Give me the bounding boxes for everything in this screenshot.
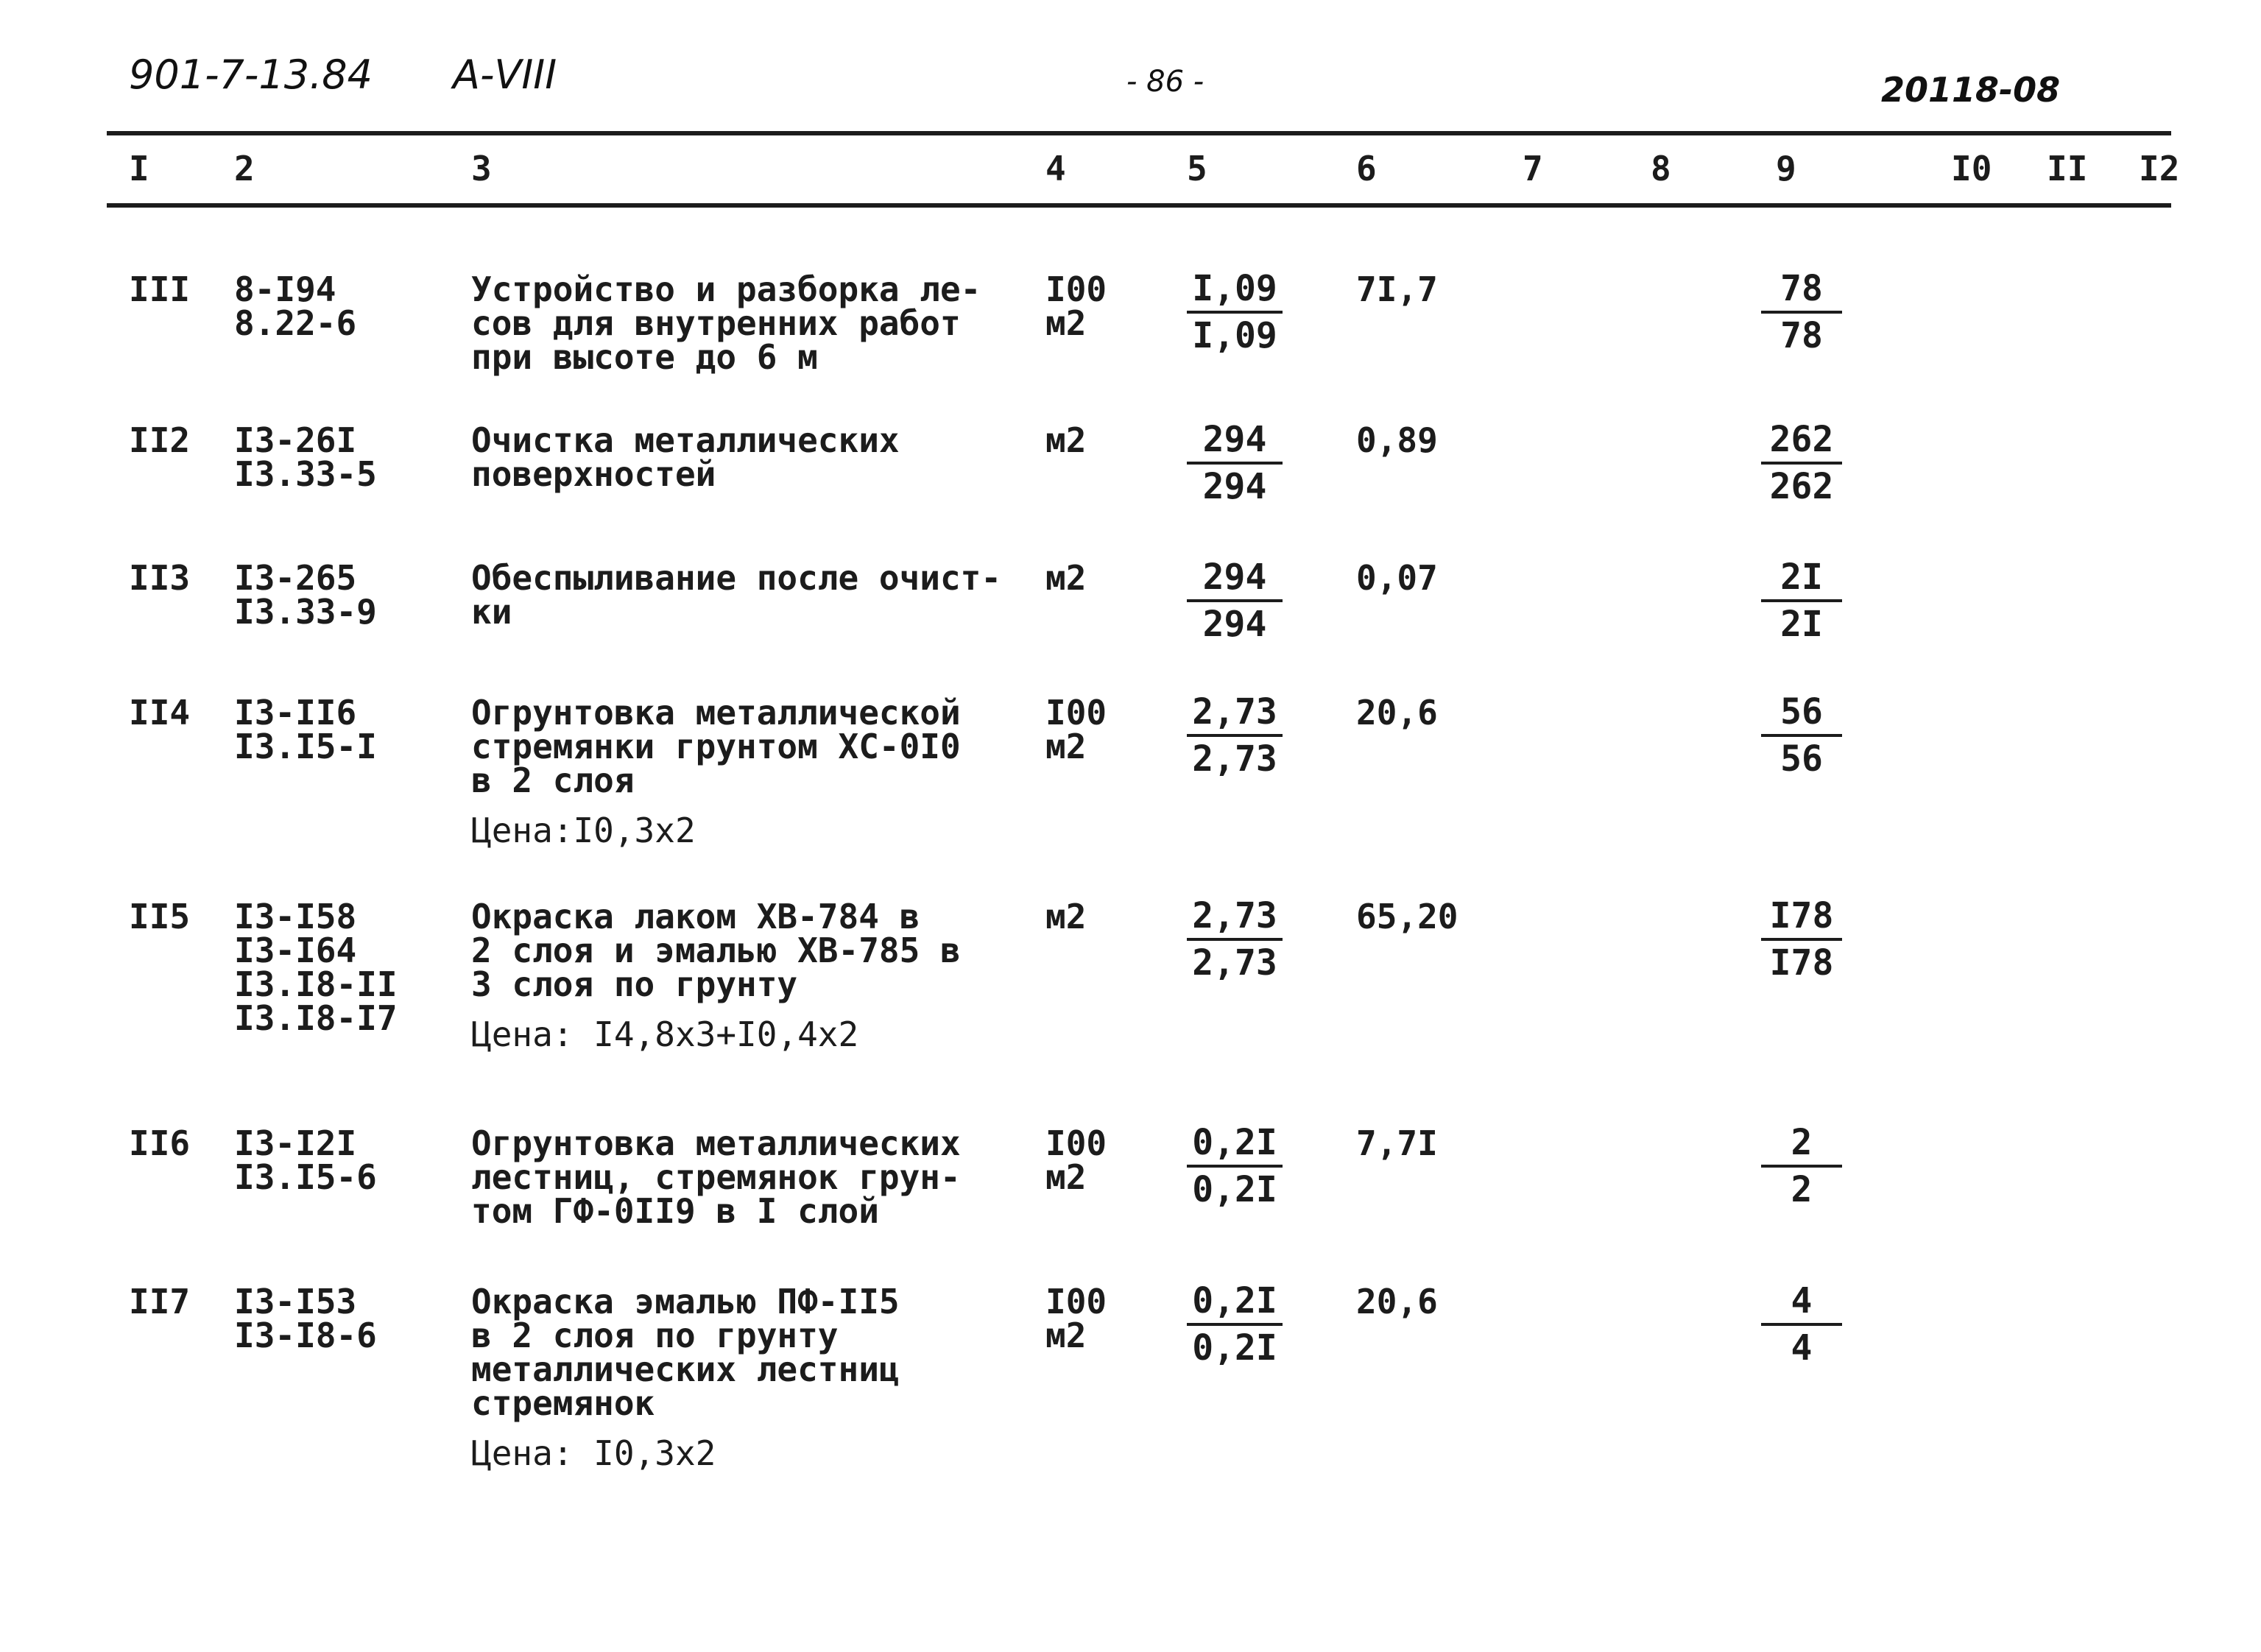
work-description-line: Огрунтовка металлических <box>471 1123 961 1163</box>
unit: м2 <box>1045 420 1087 460</box>
norm-code: I3-I58 <box>234 897 357 936</box>
cost-top: 78 <box>1761 266 1842 314</box>
column-header-9: 9 <box>1776 149 1796 188</box>
quantity-top: 294 <box>1187 555 1283 602</box>
cost-top: 2 <box>1761 1120 1842 1168</box>
quantity-bottom: 294 <box>1202 466 1267 507</box>
cost-top: 262 <box>1761 417 1842 465</box>
norm-code: 8.22-6 <box>234 303 357 343</box>
cost-bottom: I78 <box>1769 942 1834 984</box>
unit: I00 <box>1045 1123 1107 1163</box>
quantity-bottom: 0,2I <box>1192 1327 1277 1369</box>
document-code: 901-7-13.84 <box>129 52 373 98</box>
cost-fraction <box>1761 266 1842 358</box>
column-header-12: I2 <box>2139 149 2180 188</box>
unit-rate: 65,20 <box>1356 897 1458 936</box>
unit: м2 <box>1045 727 1087 766</box>
norm-code: I3.I5-6 <box>234 1157 377 1197</box>
quantity-bottom: 0,2I <box>1192 1169 1277 1210</box>
work-description-line: Окраска лаком ХВ-784 в <box>471 897 920 936</box>
quantity-top: 0,2I <box>1187 1279 1283 1326</box>
quantity-bottom: I,09 <box>1192 315 1277 356</box>
row-number: II2 <box>129 420 191 460</box>
norm-code: I3-I53 <box>234 1282 357 1321</box>
cost-bottom: 56 <box>1780 738 1823 780</box>
cost-fraction <box>1761 555 1842 646</box>
quantity-fraction <box>1187 690 1283 781</box>
norm-code: I3.33-9 <box>234 592 377 632</box>
quantity-top: 294 <box>1187 417 1283 465</box>
work-description-line: при высоте до 6 м <box>471 337 818 377</box>
work-description-line: 2 слоя и эмалью ХВ-785 в <box>471 931 961 970</box>
quantity-top: 2,73 <box>1187 894 1283 941</box>
quantity-top: 0,2I <box>1187 1120 1283 1168</box>
cost-top: I78 <box>1761 894 1842 941</box>
work-description-line: Очистка металлических <box>471 420 900 460</box>
price-note: Цена: I4,8х3+I0,4х2 <box>471 1014 859 1054</box>
quantity-fraction <box>1187 266 1283 358</box>
unit: I00 <box>1045 1282 1107 1321</box>
cost-fraction <box>1761 1120 1842 1212</box>
work-description-line: металлических лестниц <box>471 1349 900 1389</box>
column-header-8: 8 <box>1651 149 1671 188</box>
norm-code: 8-I94 <box>234 269 336 309</box>
unit-rate: 0,07 <box>1356 558 1438 598</box>
work-description-line: в 2 слоя по грунту <box>471 1316 839 1355</box>
cost-bottom: 2I <box>1780 604 1823 645</box>
column-header-6: 6 <box>1356 149 1377 188</box>
column-header-11: II <box>2047 149 2088 188</box>
work-description-line: сов для внутренних работ <box>471 303 961 343</box>
work-description-line: Окраска эмалью ПФ-II5 <box>471 1282 900 1321</box>
cost-bottom: 4 <box>1791 1327 1813 1369</box>
unit: м2 <box>1045 897 1087 936</box>
norm-code: I3.I8-I7 <box>234 998 398 1038</box>
unit-rate: 20,6 <box>1356 1282 1438 1321</box>
unit: м2 <box>1045 1316 1087 1355</box>
row-number: II3 <box>129 558 191 598</box>
quantity-fraction <box>1187 894 1283 985</box>
price-note: Цена:I0,3х2 <box>471 811 696 850</box>
work-description-line: Огрунтовка металлической <box>471 693 961 733</box>
header-top-rule <box>107 131 2171 135</box>
quantity-fraction <box>1187 555 1283 646</box>
quantity-fraction <box>1187 1279 1283 1370</box>
column-header-3: 3 <box>471 149 492 188</box>
quantity-top: 2,73 <box>1187 690 1283 737</box>
column-header-7: 7 <box>1523 149 1543 188</box>
unit: м2 <box>1045 303 1087 343</box>
work-description-line: поверхностей <box>471 454 716 494</box>
norm-code: I3-I64 <box>234 931 357 970</box>
cost-bottom: 78 <box>1780 315 1823 356</box>
work-description-line: том ГФ-0II9 в I слой <box>471 1191 879 1231</box>
cost-fraction <box>1761 417 1842 509</box>
row-number: II7 <box>129 1282 191 1321</box>
header-bottom-rule <box>107 203 2171 208</box>
page-number: - 86 - <box>1126 65 1204 99</box>
price-note: Цена: I0,3х2 <box>471 1433 716 1473</box>
norm-code: I3.33-5 <box>234 454 377 494</box>
row-number: II6 <box>129 1123 191 1163</box>
quantity-fraction <box>1187 1120 1283 1212</box>
norm-code: I3-I8-6 <box>234 1316 377 1355</box>
cost-bottom: 2 <box>1791 1169 1813 1210</box>
inventory-code: 20118-08 <box>1881 70 2061 110</box>
norm-code: I3-26I <box>234 420 357 460</box>
quantity-fraction <box>1187 417 1283 509</box>
norm-code: I3-II6 <box>234 693 357 733</box>
work-description-line: в 2 слоя <box>471 760 635 800</box>
unit-rate: 0,89 <box>1356 420 1438 460</box>
row-number: II5 <box>129 897 191 936</box>
column-header-1: I <box>129 149 149 188</box>
work-description-line: Обеспыливание после очист- <box>471 558 1002 598</box>
unit: м2 <box>1045 1157 1087 1197</box>
row-number: II4 <box>129 693 191 733</box>
cost-bottom: 262 <box>1769 466 1834 507</box>
norm-code: I3-I2I <box>234 1123 357 1163</box>
work-description-line: лестниц, стремянок грун- <box>471 1157 961 1197</box>
norm-code: I3.I5-I <box>234 727 377 766</box>
column-header-2: 2 <box>234 149 255 188</box>
cost-top: 56 <box>1761 690 1842 737</box>
unit-rate: 20,6 <box>1356 693 1438 733</box>
column-header-5: 5 <box>1187 149 1207 188</box>
norm-code: I3-265 <box>234 558 357 598</box>
album-code: А-VIII <box>453 52 557 98</box>
cost-fraction <box>1761 690 1842 781</box>
cost-top: 4 <box>1761 1279 1842 1326</box>
cost-fraction <box>1761 1279 1842 1370</box>
work-description-line: стремянок <box>471 1383 655 1423</box>
row-number: III <box>129 269 191 309</box>
column-header-4: 4 <box>1045 149 1066 188</box>
column-header-10: I0 <box>1951 149 1992 188</box>
cost-fraction <box>1761 894 1842 985</box>
unit: I00 <box>1045 693 1107 733</box>
unit: м2 <box>1045 558 1087 598</box>
unit-rate: 7,7I <box>1356 1123 1438 1163</box>
quantity-bottom: 294 <box>1202 604 1267 645</box>
unit-rate: 7I,7 <box>1356 269 1438 309</box>
work-description-line: стремянки грунтом ХС-0I0 <box>471 727 961 766</box>
work-description-line: Устройство и разборка ле- <box>471 269 981 309</box>
quantity-bottom: 2,73 <box>1192 942 1277 984</box>
work-description-line: 3 слоя по грунту <box>471 964 798 1004</box>
unit: I00 <box>1045 269 1107 309</box>
work-description-line: ки <box>471 592 512 632</box>
quantity-bottom: 2,73 <box>1192 738 1277 780</box>
quantity-top: I,09 <box>1187 266 1283 314</box>
cost-top: 2I <box>1761 555 1842 602</box>
norm-code: I3.I8-II <box>234 964 398 1004</box>
